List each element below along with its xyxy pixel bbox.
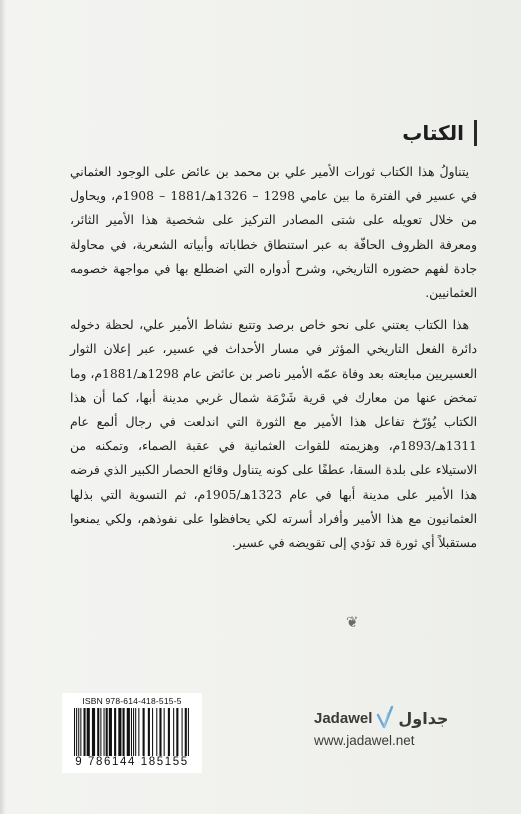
spine-shadow	[0, 0, 6, 814]
publisher-name-arabic: جداول	[398, 708, 449, 728]
blurb	[70, 160, 477, 563]
heading-bar	[474, 120, 477, 146]
isbn-text: ISBN 978-614-418-515-5	[82, 696, 182, 706]
checkmark-leaf-icon	[376, 705, 394, 731]
ornament-icon: ❦	[346, 613, 359, 631]
publisher-url: www.jadawel.net	[314, 733, 415, 748]
section-heading	[402, 120, 477, 146]
publisher-name-latin: Jadawel	[314, 709, 373, 727]
blurb-paragraph-2: هذا الكتاب يعتني على نحو خاص برصد وتتبع نشاط الأمير علي، لحظة دخوله دائرة الفعل التاريخي المؤثر في مسار الأحداث في عسير، عبر إعلان الثوار العسيريين مبايعته بعد وفاة عمّه الأمير ناصر بن عائض عام 1298هـ/1881م، وما تمخض عنها من معارك في قرية شَرْمَة شمال غربي مدينة أبها، كما أن هذا الكتاب يُؤرّخ تفاعل هذا الأمير مع الثورة التي اندلعت في رجال ألمع عام 1311هـ/1893م، وهزيمته للقوات العثمانية في عقبة الصماء، وتمكنه من الاستيلاء على بلدة السقا، عطفًا على كونه يتناول وقائع الحصار الكبير الذي فرضه هذا الأمير على مدينة أبها في عام 1323هـ/1905م، ثم التسوية التي بذلها العثمانيون مع هذا الأمير وأفراد أسرته لكي يحافظوا على نفوذهم، ولكي يمنعوا مستقبلاً أي ثورة قد تؤدي إلى تقويضه في عسير.	[70, 318, 478, 551]
barcode-label	[62, 693, 202, 773]
heading-title: الكتاب	[402, 121, 464, 145]
barcode-icon	[72, 708, 192, 756]
blurb-paragraph-1: يتناولُ هذا الكتاب ثورات الأمير علي بن محمد بن عائض على الوجود العثماني في عسير في الفترة ما بين عامي 1298 – 1326هـ/1881 – 1908م، ويحاول من خلال تعويله على شتى المصادر التركيز على شخصية هذا الأمير الثائر، ومعرفة الظروف الحافّة به عبر استنطاق خطاباته وأبياته الشعرية، في محاولة جادة لفهم حضوره التاريخي، وشرح أدواره التي اضطلع بها في مواجهة خصومه العثمانيين.	[70, 165, 477, 301]
publisher-name-row	[314, 705, 448, 731]
barcode-digits: 9 786144 185155	[75, 756, 189, 768]
publisher-logo	[314, 699, 484, 763]
